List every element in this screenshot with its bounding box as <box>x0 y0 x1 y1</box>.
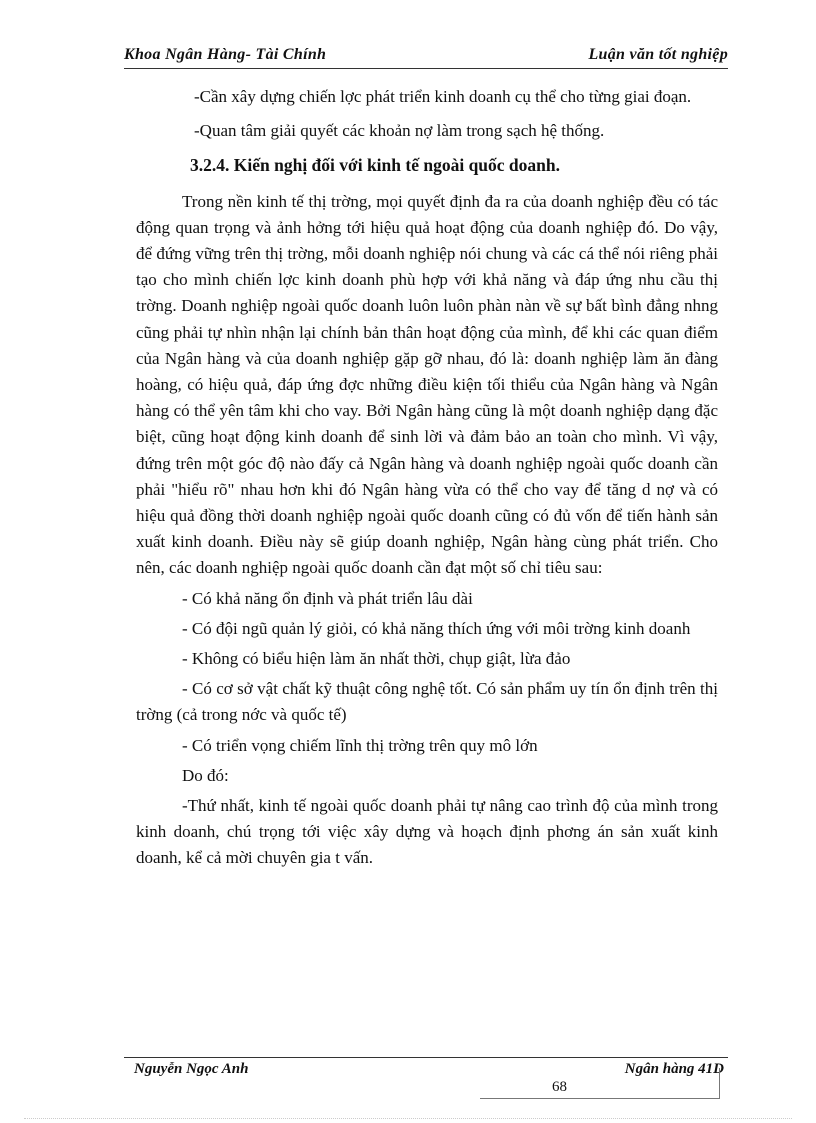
page-number-box-right <box>719 1068 720 1098</box>
header-thesis-title: Luận văn tốt nghiệp <box>588 46 728 63</box>
lead-item-strategy: -Cần xây dựng chiến lợc phát triển kinh doanh cụ thể cho từng giai đoạn. <box>194 87 692 106</box>
criteria-item: - Có đội ngũ quản lý giỏi, có khả năng thích ứng với môi trờng kinh doanh <box>182 618 691 638</box>
page-number-box-bottom <box>480 1098 720 1099</box>
header-faculty: Khoa Ngân Hàng- Tài Chính <box>124 46 327 63</box>
footer-divider <box>124 1057 728 1058</box>
criteria-item: - Có triển vọng chiếm lĩnh thị trờng trên quy mô lớn <box>182 735 538 755</box>
footer-class: Ngân hàng 41D <box>624 1061 724 1077</box>
do-do-label: Do đó: <box>182 765 229 785</box>
criteria-item: - Có cơ sở vật chất kỹ thuật công nghệ tốt. Có sản phẩm uy tín ổn định trên thị trờng (cả trong nớc và quốc tế) <box>136 679 718 725</box>
lead-item-debt: -Quan tâm giải quyết các khoản nợ làm trong sạch hệ thống. <box>194 121 605 141</box>
final-paragraph: -Thứ nhất, kinh tế ngoài quốc doanh phải tự nâng cao trình độ của mình trong kinh doanh, chú trọng tới việc xây dựng và hoạch định phơng án sản xuất kinh doanh, kể cả mời chuyên gia t vấn. <box>136 796 718 868</box>
page-number: 68 <box>552 1079 567 1095</box>
criteria-item: - Không có biểu hiện làm ăn nhất thời, chụp giật, lừa đảo <box>182 649 571 669</box>
main-paragraph: Trong nền kinh tế thị trờng, mọi quyết định đa ra của doanh nghiệp đều có tác động quan trọng và ảnh hởng tới hiệu quả hoạt động của doanh nghiệp đó. Do vậy, để đứng vững trên thị trờng, mỗi doanh nghiệp nói chung và các cá thể nói riêng phải tạo cho mình chiến lợc kinh doanh phù hợp với khả năng và đáp ứng nhu cầu thị trờng. Doanh nghiệp ngoài quốc doanh luôn luôn phàn nàn về sự bất bình đẳng nhng cũng phải tự nhìn nhận lại chính bản thân hoạt động của mình, để khi các quan điểm của Ngân hàng và của doanh nghiệp gặp gỡ nhau, đó là: doanh nghiệp làm ăn đàng hoàng, có hiệu quả, đáp ứng đợc những điều kiện tối thiểu của Ngân hàng và Ngân hàng có thể yên tâm khi cho vay. Bởi Ngân hàng cũng là một doanh nghiệp dạng đặc biệt, cũng hoạt động kinh doanh để sinh lời và đảm bảo an toàn cho mình. Vì vậy, đứng trên một góc độ nào đấy cả Ngân hàng và doanh nghiệp ngoài quốc doanh cần phải "hiểu rõ" nhau hơn khi đó Ngân hàng vừa có thể cho vay để tăng d nợ và có hiệu quả đồng thời doanh nghiệp ngoài quốc doanh cũng có đủ vốn để tiến hành sản xuất kinh doanh. Điều này sẽ giúp doanh nghiệp, Ngân hàng cùng phát triển. Cho nên, các doanh nghiệp ngoài quốc doanh cần đạt một số chỉ tiêu sau: <box>136 191 718 578</box>
section-heading: 3.2.4. Kiến nghị đối với kinh tế ngoài quốc doanh. <box>190 155 561 176</box>
page-header <box>124 44 728 69</box>
criteria-item: - Có khả năng ổn định và phát triển lâu dài <box>182 588 473 608</box>
document-body <box>136 84 718 876</box>
footer-author: Nguyễn Ngọc Anh <box>134 1061 249 1077</box>
page-bottom-border <box>24 1118 792 1119</box>
